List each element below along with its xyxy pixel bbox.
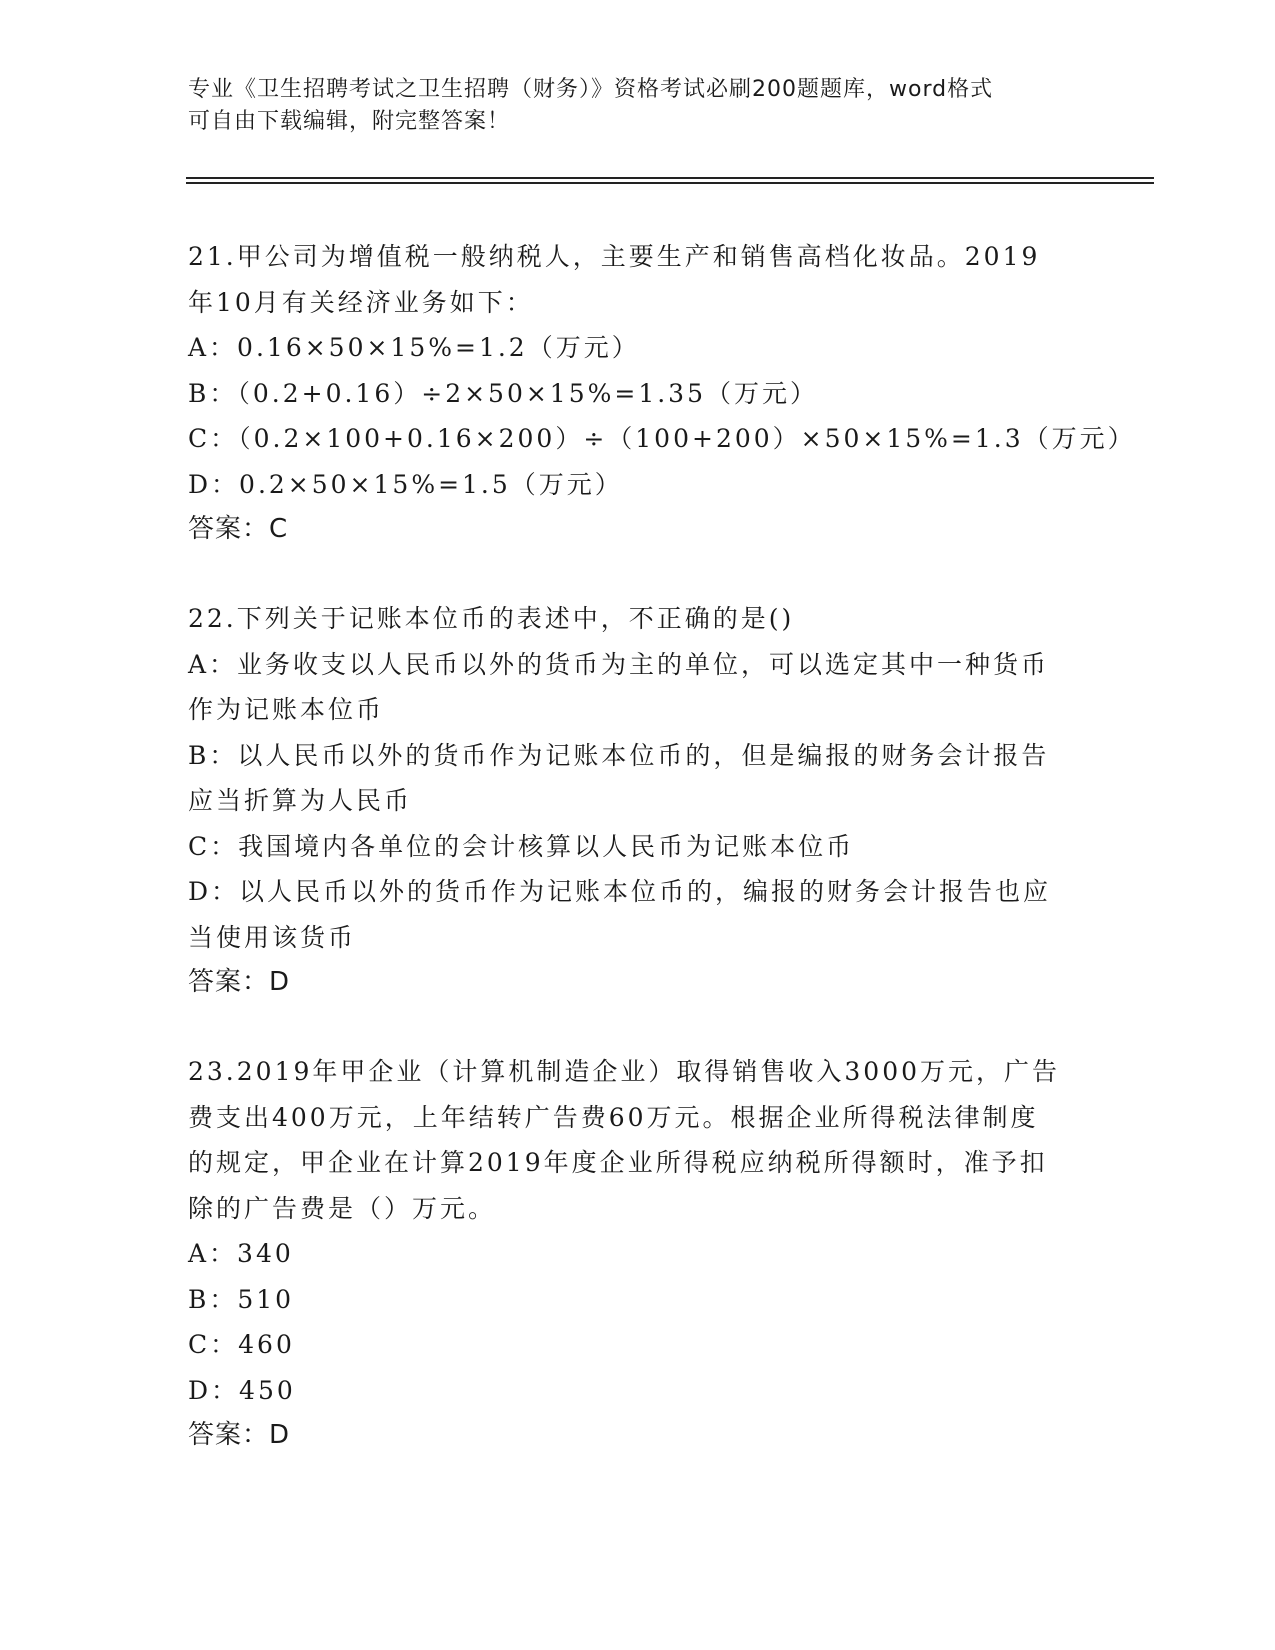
question-stem-line: 22.下列关于记账本位币的表述中，不正确的是() bbox=[188, 604, 795, 633]
answer-label: 答案：D bbox=[188, 967, 291, 997]
header-line-1: 专业《卫生招聘考试之卫生招聘（财务）》资格考试必刷200题题库，word格式 bbox=[188, 77, 994, 102]
option-d: D：450 bbox=[188, 1375, 296, 1405]
option-a: A：340 bbox=[188, 1239, 294, 1268]
question-22 bbox=[188, 596, 1088, 1006]
option-c: C：（0.2×100+0.16×200）÷（100+200）×50×15%=1.3（万元） bbox=[188, 424, 1136, 453]
document-header bbox=[188, 74, 1088, 138]
option-b: B：（0.2+0.16）÷2×50×15%=1.35（万元） bbox=[188, 378, 818, 408]
header-line-2: 可自由下载编辑，附完整答案！ bbox=[188, 109, 511, 134]
option-b-continued: 应当折算为人民币 bbox=[188, 786, 413, 815]
question-stem-line: 除的广告费是（）万元。 bbox=[188, 1193, 497, 1223]
option-d: D：0.2×50×15%=1.5（万元） bbox=[188, 469, 623, 499]
question-stem-line: 23.2019年甲企业（计算机制造企业）取得销售收入3000万元，广告 bbox=[188, 1057, 1061, 1086]
option-d-continued: 当使用该货币 bbox=[188, 922, 357, 952]
answer-label: 答案：C bbox=[188, 514, 289, 544]
option-a: A：0.16×50×15%=1.2（万元） bbox=[188, 333, 640, 362]
question-23 bbox=[188, 1049, 1088, 1459]
option-c: C：我国境内各单位的会计核算以人民币为记账本位币 bbox=[188, 831, 855, 861]
option-a-continued: 作为记账本位币 bbox=[188, 695, 385, 724]
question-stem-line: 年10月有关经济业务如下： bbox=[188, 287, 534, 317]
option-a: A：业务收支以人民币以外的货币为主的单位，可以选定其中一种货币 bbox=[188, 649, 1050, 679]
question-21 bbox=[188, 234, 1136, 553]
option-b: B：510 bbox=[188, 1284, 295, 1314]
header-divider-top bbox=[186, 177, 1154, 179]
answer-label: 答案：D bbox=[188, 1420, 291, 1450]
option-d: D：以人民币以外的货币作为记账本位币的，编报的财务会计报告也应 bbox=[188, 877, 1052, 906]
question-stem-line: 的规定，甲企业在计算2019年度企业所得税应纳税所得额时，准予扣 bbox=[188, 1148, 1048, 1177]
option-b: B：以人民币以外的货币作为记账本位币的，但是编报的财务会计报告 bbox=[188, 740, 1050, 770]
header-divider-bottom bbox=[186, 182, 1154, 184]
option-c: C：460 bbox=[188, 1330, 295, 1359]
question-stem-line: 21.甲公司为增值税一般纳税人，主要生产和销售高档化妆品。2019 bbox=[188, 242, 1041, 271]
question-stem-line: 费支出400万元，上年结转广告费60万元。根据企业所得税法律制度 bbox=[188, 1102, 1039, 1132]
